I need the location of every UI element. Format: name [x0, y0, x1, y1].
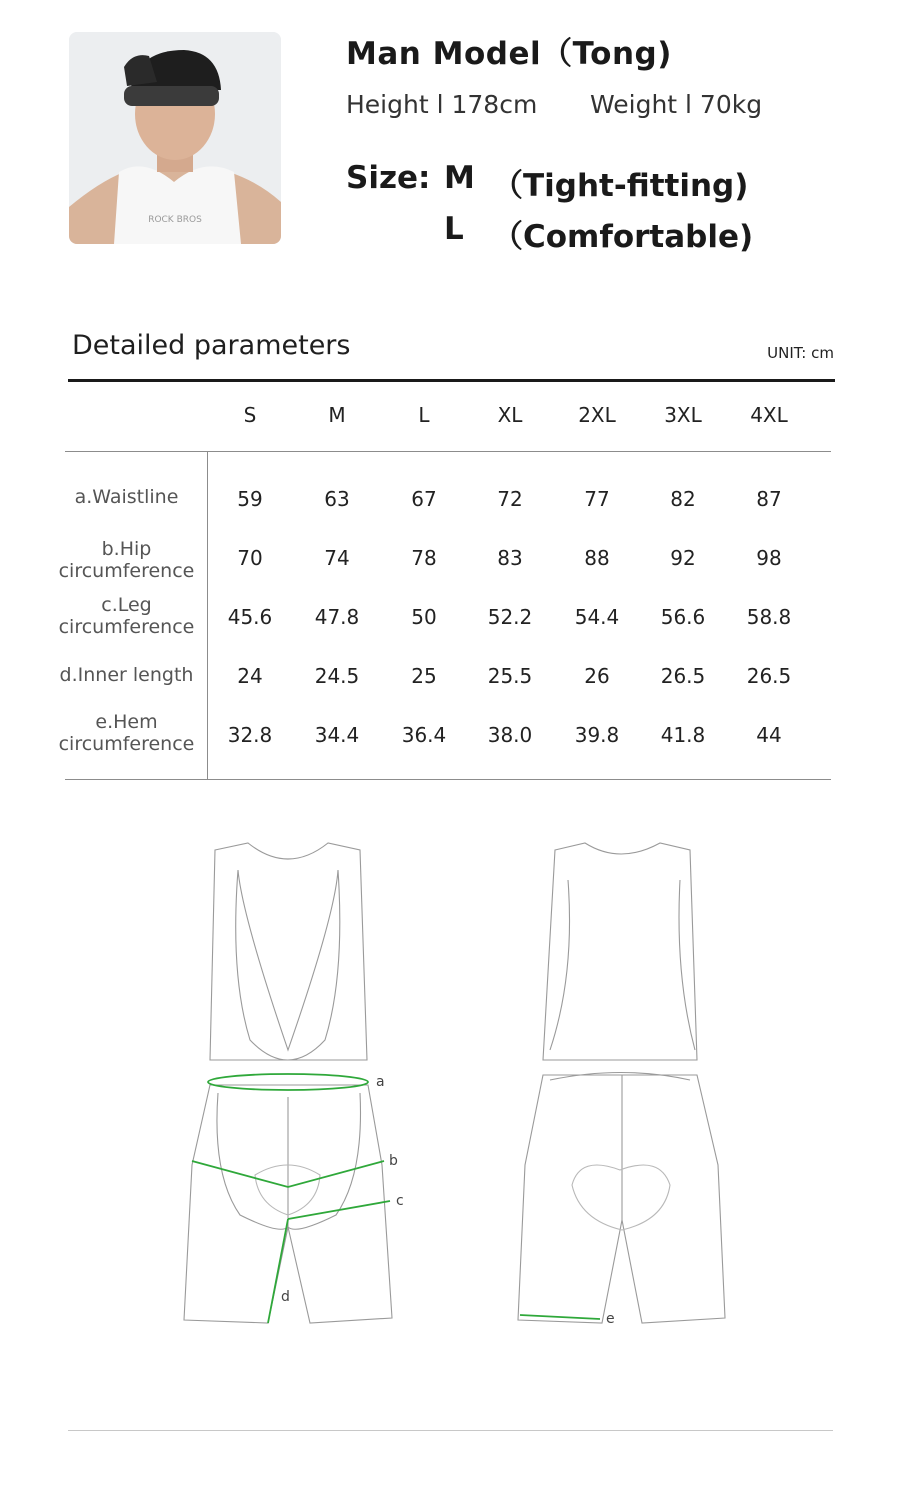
table-cell: 72 — [497, 487, 523, 511]
table-cell: 87 — [756, 487, 782, 511]
back-bib-outline — [543, 843, 697, 1060]
size-header: L — [418, 403, 430, 427]
table-cell: 26.5 — [746, 664, 792, 688]
table-header-rule — [65, 451, 831, 452]
marker-e-hem — [520, 1315, 600, 1319]
table-cell: 32.8 — [227, 723, 273, 747]
back-strap-seams — [550, 880, 695, 1050]
size-header: 4XL — [750, 403, 788, 427]
row-label: c.Leg circumference — [58, 594, 195, 638]
table-cell: 59 — [237, 487, 263, 511]
table-cell: 54.4 — [574, 605, 620, 629]
marker-c-leg — [288, 1201, 390, 1219]
marker-label-d: d — [281, 1289, 290, 1305]
table-cell: 50 — [411, 605, 437, 629]
table-cell: 38.0 — [487, 723, 533, 747]
table-cell: 82 — [670, 487, 696, 511]
table-cell: 34.4 — [314, 723, 360, 747]
marker-label-a: a — [376, 1074, 385, 1090]
table-cell: 26.5 — [660, 664, 706, 688]
table-cell: 74 — [324, 546, 350, 570]
table-cell: 70 — [237, 546, 263, 570]
marker-d-inner-length — [268, 1219, 288, 1323]
table-cell: 36.4 — [401, 723, 447, 747]
table-cell: 47.8 — [314, 605, 360, 629]
table-cell: 92 — [670, 546, 696, 570]
table-cell: 52.2 — [487, 605, 533, 629]
row-label: e.Hem circumference — [58, 711, 195, 755]
garment-diagram — [170, 835, 750, 1340]
marker-label-e: e — [606, 1311, 615, 1327]
size-header: 3XL — [664, 403, 702, 427]
table-cell: 24 — [237, 664, 263, 688]
table-cell: 25.5 — [487, 664, 533, 688]
table-cell: 41.8 — [660, 723, 706, 747]
model-height: Height l 178cm — [346, 90, 538, 119]
table-cell: 63 — [324, 487, 350, 511]
table-label-divider — [207, 452, 208, 779]
table-cell: 24.5 — [314, 664, 360, 688]
size-header: S — [243, 403, 257, 427]
table-cell: 26 — [584, 664, 610, 688]
marker-a-waistline — [208, 1074, 368, 1090]
marker-label-b: b — [389, 1153, 398, 1169]
model-photo — [69, 32, 281, 244]
model-photo-illustration — [69, 32, 281, 244]
size-l: L — [444, 211, 464, 247]
table-cell: 83 — [497, 546, 523, 570]
photo-brand-text: ROCK BROS — [148, 215, 202, 225]
size-m-note: （Tight-fitting) — [492, 168, 749, 204]
model-weight: Weight l 70kg — [590, 90, 763, 119]
table-cell: 56.6 — [660, 605, 706, 629]
table-cell: 67 — [411, 487, 437, 511]
front-bib-cutout — [236, 870, 340, 1060]
row-label: a.Waistline — [74, 486, 179, 508]
size-header: M — [328, 403, 346, 427]
table-top-rule — [68, 379, 835, 382]
table-cell: 88 — [584, 546, 610, 570]
table-cell: 58.8 — [746, 605, 792, 629]
marker-label-c: c — [396, 1193, 404, 1209]
front-bib-outline — [210, 843, 367, 1060]
table-cell: 77 — [584, 487, 610, 511]
table-cell: 39.8 — [574, 723, 620, 747]
table-bottom-rule — [65, 779, 831, 780]
back-waist-seam — [550, 1073, 690, 1081]
size-m: M — [444, 160, 475, 196]
table-cell: 78 — [411, 546, 437, 570]
model-name: Man Model（Tong) — [346, 36, 672, 72]
row-label: d.Inner length — [59, 664, 194, 686]
table-cell: 45.6 — [227, 605, 273, 629]
size-header: 2XL — [578, 403, 616, 427]
size-label: Size: — [346, 160, 431, 196]
table-cell: 44 — [756, 723, 782, 747]
back-chamois — [572, 1165, 670, 1230]
front-panel-seam — [217, 1093, 361, 1229]
table-cell: 98 — [756, 546, 782, 570]
table-title: Detailed parameters — [72, 330, 351, 361]
table-cell: 25 — [411, 664, 437, 688]
unit-label: UNIT: cm — [767, 344, 834, 362]
bottom-divider — [68, 1430, 833, 1431]
size-header: XL — [497, 403, 523, 427]
size-l-note: （Comfortable) — [492, 219, 754, 255]
row-label: b.Hip circumference — [58, 538, 195, 582]
